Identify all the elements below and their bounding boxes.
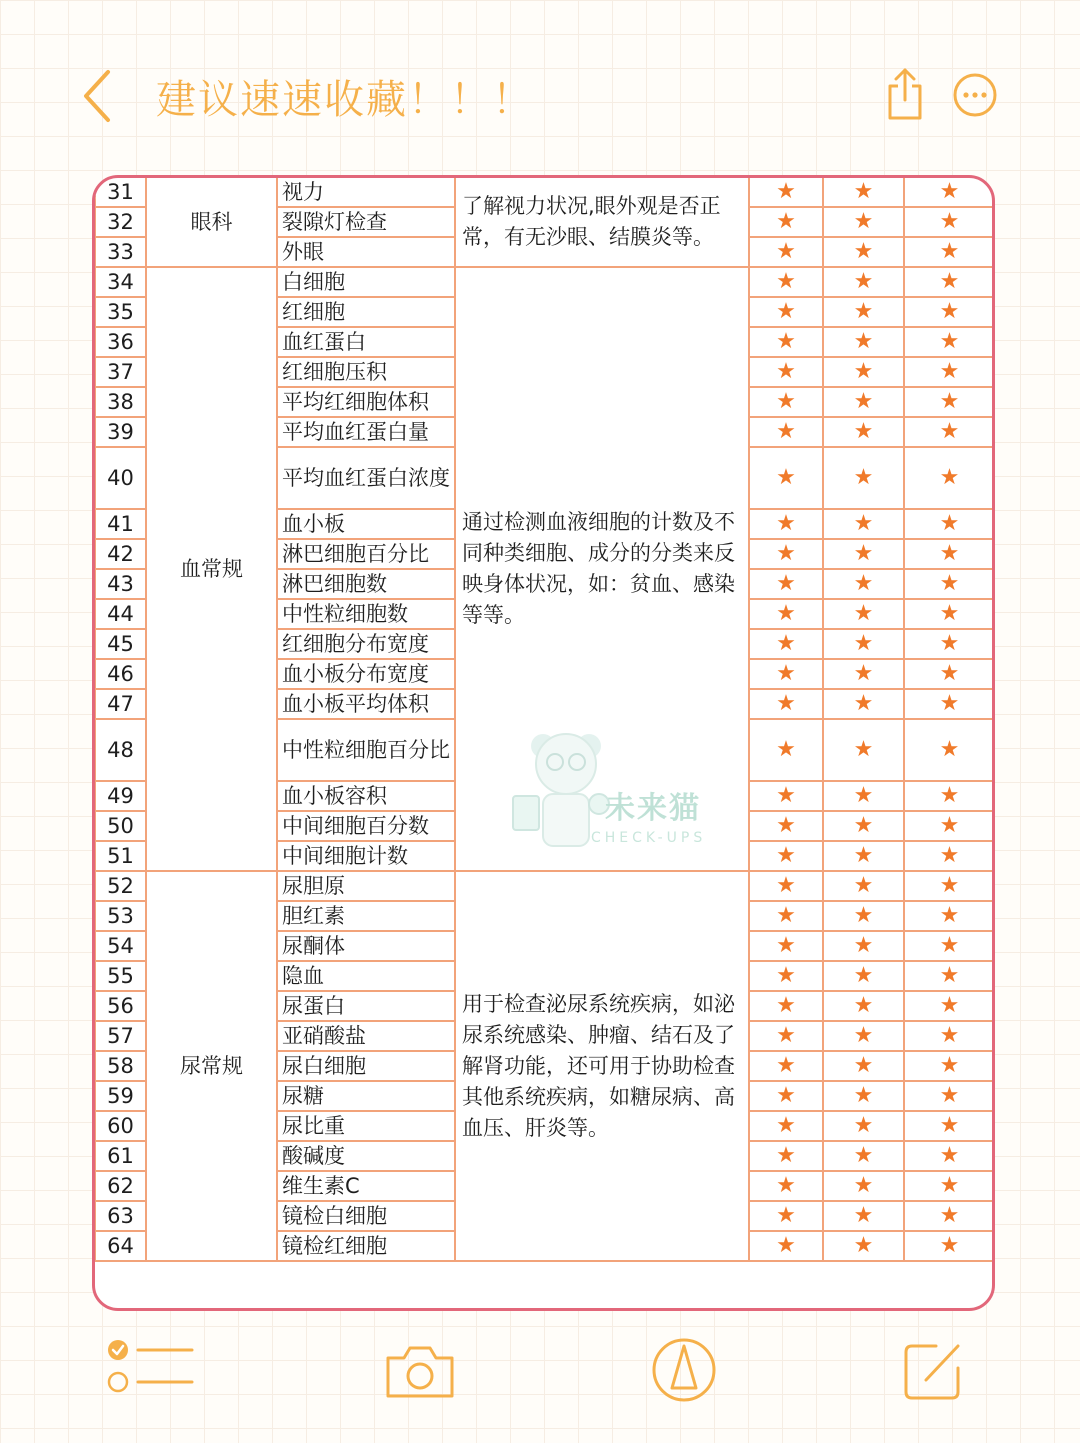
navigation-bar	[0, 0, 1080, 170]
exam-item: 镜检白细胞	[277, 1201, 455, 1231]
star-icon: ★	[904, 327, 995, 357]
table-row	[95, 267, 995, 297]
description-cell: 用于检查泌尿系统疾病，如泌尿系统感染、肿瘤、结石及了解肾功能，还可用于协助检查其他系统疾病，如糖尿病、高血压、肝炎等。	[455, 871, 749, 1261]
exam-item: 平均血红蛋白量	[277, 417, 455, 447]
back-button[interactable]	[80, 66, 128, 126]
compose-button[interactable]	[902, 1340, 964, 1402]
row-number: 45	[95, 629, 146, 659]
star-icon: ★	[904, 931, 995, 961]
exam-item: 红细胞压积	[277, 357, 455, 387]
star-icon: ★	[904, 1171, 995, 1201]
exam-item: 酸碱度	[277, 1141, 455, 1171]
star-icon: ★	[749, 177, 823, 207]
watermark-name: 未来猫	[605, 791, 701, 826]
star-icon: ★	[904, 177, 995, 207]
watermark-subtitle: CHECK-UPS	[591, 830, 707, 846]
more-button[interactable]	[952, 72, 998, 118]
exam-item: 隐血	[277, 961, 455, 991]
star-icon: ★	[749, 539, 823, 569]
row-number: 40	[95, 447, 146, 509]
star-icon: ★	[749, 237, 823, 267]
exam-item: 尿酮体	[277, 931, 455, 961]
exam-item: 尿糖	[277, 1081, 455, 1111]
star-icon: ★	[749, 1171, 823, 1201]
exam-item: 血小板平均体积	[277, 689, 455, 719]
table-row	[95, 177, 995, 207]
star-icon: ★	[904, 569, 995, 599]
star-icon: ★	[823, 1231, 904, 1261]
markup-button[interactable]	[650, 1336, 718, 1404]
row-number: 59	[95, 1081, 146, 1111]
star-icon: ★	[823, 387, 904, 417]
note-title: 建议速速收藏！！！	[156, 77, 534, 123]
exam-item: 尿蛋白	[277, 991, 455, 1021]
exam-item: 血红蛋白	[277, 327, 455, 357]
exam-item: 中间细胞百分数	[277, 811, 455, 841]
star-icon: ★	[823, 569, 904, 599]
exam-item: 外眼	[277, 237, 455, 267]
row-number: 47	[95, 689, 146, 719]
star-icon: ★	[749, 599, 823, 629]
star-icon: ★	[904, 599, 995, 629]
star-icon: ★	[823, 811, 904, 841]
compose-icon	[902, 1340, 964, 1402]
row-number: 51	[95, 841, 146, 871]
row-number: 57	[95, 1021, 146, 1051]
exam-item: 红细胞	[277, 297, 455, 327]
star-icon: ★	[823, 931, 904, 961]
description-cell: 通过检测血液细胞的计数及不同种类细胞、成分的分类来反映身体状况，如：贫血、感染等等。	[455, 267, 749, 871]
row-number: 64	[95, 1231, 146, 1261]
star-icon: ★	[749, 841, 823, 871]
star-icon: ★	[823, 1171, 904, 1201]
exam-item: 中间细胞计数	[277, 841, 455, 871]
star-icon: ★	[749, 1021, 823, 1051]
camera-button[interactable]	[382, 1340, 458, 1402]
star-icon: ★	[823, 1021, 904, 1051]
star-icon: ★	[749, 629, 823, 659]
star-icon: ★	[904, 811, 995, 841]
star-icon: ★	[904, 1141, 995, 1171]
row-number: 53	[95, 901, 146, 931]
star-icon: ★	[904, 991, 995, 1021]
star-icon: ★	[904, 297, 995, 327]
row-number: 33	[95, 237, 146, 267]
checklist-button[interactable]	[104, 1334, 196, 1394]
exam-item: 血小板容积	[277, 781, 455, 811]
row-number: 32	[95, 207, 146, 237]
row-number: 39	[95, 417, 146, 447]
star-icon: ★	[823, 207, 904, 237]
row-number: 46	[95, 659, 146, 689]
star-icon: ★	[904, 659, 995, 689]
exam-item: 白细胞	[277, 267, 455, 297]
row-number: 54	[95, 931, 146, 961]
exam-item: 淋巴细胞百分比	[277, 539, 455, 569]
star-icon: ★	[749, 327, 823, 357]
star-icon: ★	[823, 1081, 904, 1111]
star-icon: ★	[749, 689, 823, 719]
star-icon: ★	[823, 267, 904, 297]
exam-item: 胆红素	[277, 901, 455, 931]
star-icon: ★	[904, 841, 995, 871]
star-icon: ★	[823, 1051, 904, 1081]
description-cell: 了解视力状况,眼外观是否正常，有无沙眼、结膜炎等。	[455, 177, 749, 267]
exam-item: 红细胞分布宽度	[277, 629, 455, 659]
row-number: 55	[95, 961, 146, 991]
star-icon: ★	[823, 297, 904, 327]
star-icon: ★	[749, 387, 823, 417]
row-number: 38	[95, 387, 146, 417]
star-icon: ★	[904, 629, 995, 659]
star-icon: ★	[749, 961, 823, 991]
star-icon: ★	[823, 901, 904, 931]
star-icon: ★	[823, 237, 904, 267]
row-number: 60	[95, 1111, 146, 1141]
star-icon: ★	[823, 841, 904, 871]
star-icon: ★	[823, 781, 904, 811]
star-icon: ★	[823, 1141, 904, 1171]
star-icon: ★	[749, 417, 823, 447]
markup-pen-icon	[650, 1336, 718, 1404]
exam-item: 镜检红细胞	[277, 1231, 455, 1261]
star-icon: ★	[749, 1111, 823, 1141]
row-number: 61	[95, 1141, 146, 1171]
row-number: 36	[95, 327, 146, 357]
star-icon: ★	[749, 901, 823, 931]
row-number: 48	[95, 719, 146, 781]
row-number: 62	[95, 1171, 146, 1201]
exam-item: 中性粒细胞百分比	[277, 719, 455, 781]
star-icon: ★	[749, 447, 823, 509]
star-icon: ★	[904, 387, 995, 417]
row-number: 34	[95, 267, 146, 297]
row-number: 35	[95, 297, 146, 327]
star-icon: ★	[749, 811, 823, 841]
star-icon: ★	[904, 237, 995, 267]
exam-item: 尿白细胞	[277, 1051, 455, 1081]
checklist-icon	[104, 1334, 196, 1394]
row-number: 43	[95, 569, 146, 599]
exam-item: 平均血红蛋白浓度	[277, 447, 455, 509]
star-icon: ★	[749, 1231, 823, 1261]
star-icon: ★	[823, 871, 904, 901]
category-cell: 血常规	[146, 267, 277, 871]
star-icon: ★	[823, 447, 904, 509]
star-icon: ★	[749, 1201, 823, 1231]
star-icon: ★	[749, 357, 823, 387]
star-icon: ★	[904, 1051, 995, 1081]
star-icon: ★	[904, 1111, 995, 1141]
star-icon: ★	[904, 781, 995, 811]
row-number: 63	[95, 1201, 146, 1231]
star-icon: ★	[823, 689, 904, 719]
category-cell: 眼科	[146, 177, 277, 267]
exam-item: 裂隙灯检查	[277, 207, 455, 237]
star-icon: ★	[749, 297, 823, 327]
star-icon: ★	[749, 569, 823, 599]
star-icon: ★	[749, 207, 823, 237]
star-icon: ★	[749, 871, 823, 901]
star-icon: ★	[823, 1201, 904, 1231]
star-icon: ★	[904, 207, 995, 237]
exam-item: 血小板分布宽度	[277, 659, 455, 689]
star-icon: ★	[823, 539, 904, 569]
row-number: 52	[95, 871, 146, 901]
star-icon: ★	[749, 267, 823, 297]
star-icon: ★	[904, 689, 995, 719]
exam-item: 平均红细胞体积	[277, 387, 455, 417]
row-number: 50	[95, 811, 146, 841]
star-icon: ★	[823, 509, 904, 539]
star-icon: ★	[904, 961, 995, 991]
star-icon: ★	[823, 599, 904, 629]
star-icon: ★	[823, 659, 904, 689]
row-number: 44	[95, 599, 146, 629]
row-number: 37	[95, 357, 146, 387]
star-icon: ★	[904, 509, 995, 539]
table-row	[95, 871, 995, 901]
star-icon: ★	[749, 1081, 823, 1111]
star-icon: ★	[904, 1021, 995, 1051]
star-icon: ★	[823, 177, 904, 207]
exam-item: 淋巴细胞数	[277, 569, 455, 599]
row-number: 58	[95, 1051, 146, 1081]
row-number: 31	[95, 177, 146, 207]
star-icon: ★	[904, 1081, 995, 1111]
star-icon: ★	[749, 509, 823, 539]
category-cell: 尿常规	[146, 871, 277, 1261]
star-icon: ★	[749, 931, 823, 961]
star-icon: ★	[749, 991, 823, 1021]
star-icon: ★	[749, 719, 823, 781]
camera-icon	[382, 1340, 458, 1402]
star-icon: ★	[823, 719, 904, 781]
chevron-left-icon	[80, 66, 128, 126]
row-number: 49	[95, 781, 146, 811]
star-icon: ★	[904, 417, 995, 447]
star-icon: ★	[823, 991, 904, 1021]
star-icon: ★	[749, 1141, 823, 1171]
star-icon: ★	[904, 871, 995, 901]
exam-item: 中性粒细胞数	[277, 599, 455, 629]
star-icon: ★	[904, 539, 995, 569]
star-icon: ★	[904, 447, 995, 509]
exam-item: 尿胆原	[277, 871, 455, 901]
exam-item: 尿比重	[277, 1111, 455, 1141]
ellipsis-circle-icon	[952, 72, 998, 118]
exam-item: 视力	[277, 177, 455, 207]
star-icon: ★	[749, 659, 823, 689]
star-icon: ★	[904, 1231, 995, 1261]
exam-item: 维生素C	[277, 1171, 455, 1201]
share-icon	[884, 66, 926, 122]
star-icon: ★	[823, 417, 904, 447]
bottom-toolbar	[0, 1320, 1080, 1443]
row-number: 56	[95, 991, 146, 1021]
star-icon: ★	[904, 1201, 995, 1231]
row-number: 42	[95, 539, 146, 569]
star-icon: ★	[823, 327, 904, 357]
star-icon: ★	[904, 357, 995, 387]
star-icon: ★	[823, 629, 904, 659]
row-number: 41	[95, 509, 146, 539]
star-icon: ★	[904, 901, 995, 931]
star-icon: ★	[823, 1111, 904, 1141]
star-icon: ★	[823, 357, 904, 387]
star-icon: ★	[904, 267, 995, 297]
star-icon: ★	[749, 1051, 823, 1081]
star-icon: ★	[749, 781, 823, 811]
star-icon: ★	[904, 719, 995, 781]
exam-item: 血小板	[277, 509, 455, 539]
share-button[interactable]	[884, 66, 926, 122]
star-icon: ★	[823, 961, 904, 991]
exam-item: 亚硝酸盐	[277, 1021, 455, 1051]
table-card[interactable]	[92, 175, 995, 1311]
